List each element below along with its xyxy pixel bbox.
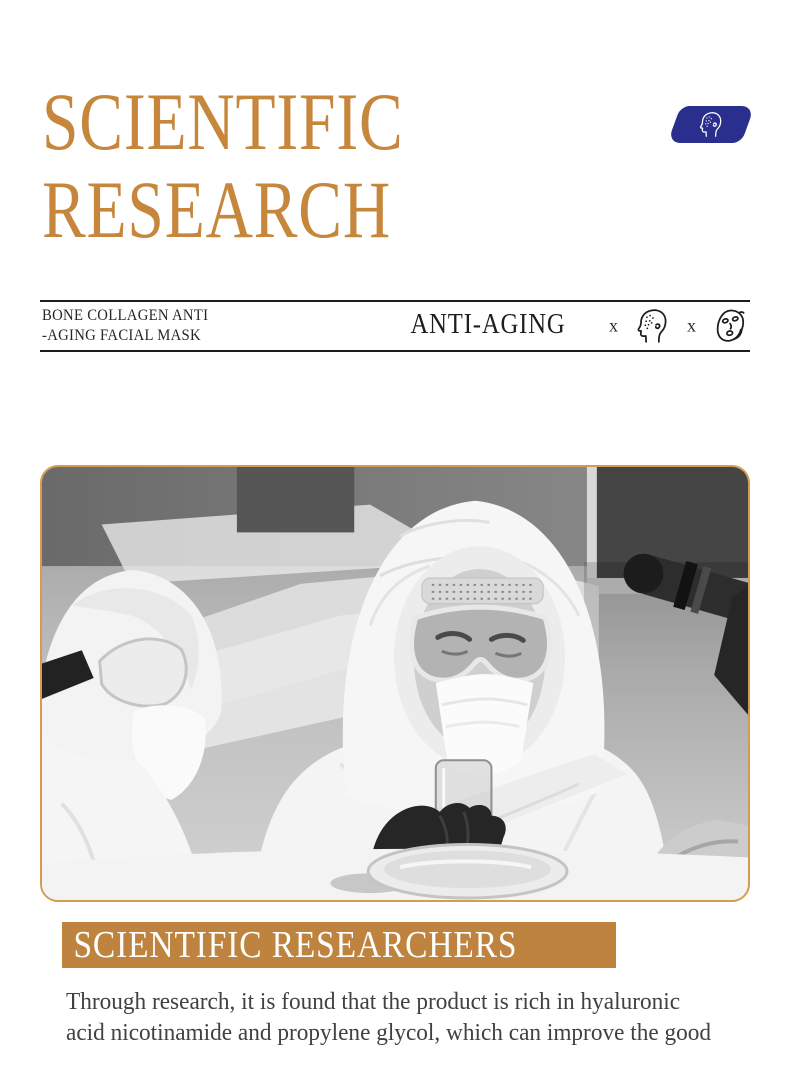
- product-info-bar: [40, 300, 750, 352]
- title-line-2: RESEARCH: [42, 164, 392, 255]
- lab-photo-illustration: [42, 467, 748, 900]
- product-name: [42, 306, 217, 346]
- multiply-symbol: x: [687, 315, 696, 336]
- section-body: [66, 986, 766, 1048]
- lab-photo: [40, 465, 750, 902]
- face-profile-dots-icon: [674, 106, 748, 143]
- section-heading-bar: [62, 922, 616, 968]
- title-line-1: SCIENTIFIC: [42, 76, 404, 167]
- page-title: [42, 78, 494, 254]
- anti-aging-label: ANTI-AGING: [410, 308, 566, 341]
- sheet-mask-icon: [713, 308, 748, 345]
- section-body-line-2: acid nicotinamide and propylene glycol, which can improve the good: [66, 1019, 712, 1046]
- multiply-symbol: x: [609, 315, 618, 336]
- product-name-line-2: -AGING FACIAL MASK: [42, 327, 201, 344]
- face-profile-dots-icon: [635, 308, 670, 345]
- face-badge: [667, 106, 754, 143]
- formula-row: [609, 308, 748, 345]
- section-body-line-1: Through research, it is found that the product is rich in hyaluronic: [66, 988, 681, 1015]
- product-name-line-1: BONE COLLAGEN ANTI: [42, 307, 209, 324]
- section-heading: SCIENTIFIC RESEARCHERS: [73, 924, 518, 966]
